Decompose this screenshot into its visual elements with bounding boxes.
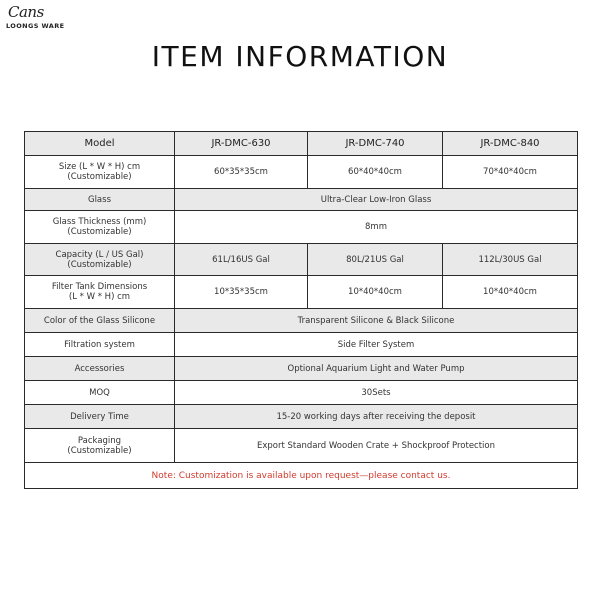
table-row-glass-thickness xyxy=(25,211,578,244)
table-row-accessories xyxy=(25,357,578,381)
row-label-accessories: Accessories xyxy=(25,357,175,381)
row-label-filtration: Filtration system xyxy=(25,333,175,357)
table-row-size xyxy=(25,156,578,189)
table-row-filtration xyxy=(25,333,578,357)
table-row-note xyxy=(25,463,578,489)
header-cell-model-630: JR-DMC-630 xyxy=(175,132,308,156)
cell-capacity-840: 112L/30US Gal xyxy=(443,244,578,276)
row-label-glass: Glass xyxy=(25,189,175,211)
brand-script-logo: Cans xyxy=(8,3,44,21)
row-label-filter-tank: Filter Tank Dimensions (L * W * H) cm xyxy=(25,276,175,309)
row-label-silicone-color: Color of the Glass Silicone xyxy=(25,309,175,333)
page-title: ITEM INFORMATION xyxy=(151,40,449,73)
cell-moq: 30Sets xyxy=(175,381,578,405)
cell-glass: Ultra-Clear Low-Iron Glass xyxy=(175,189,578,211)
header-cell-model-740: JR-DMC-740 xyxy=(308,132,443,156)
row-label-size: Size (L * W * H) cm (Customizable) xyxy=(25,156,175,189)
cell-accessories: Optional Aquarium Light and Water Pump xyxy=(175,357,578,381)
cell-silicone-color: Transparent Silicone & Black Silicone xyxy=(175,309,578,333)
cell-packaging: Export Standard Wooden Crate + Shockproof Protection xyxy=(175,429,578,463)
row-label-packaging: Packaging (Customizable) xyxy=(25,429,175,463)
header-cell-model-840: JR-DMC-840 xyxy=(443,132,578,156)
cell-capacity-740: 80L/21US Gal xyxy=(308,244,443,276)
table-row-capacity xyxy=(25,244,578,276)
customization-note: Note: Customization is available upon request—please contact us. xyxy=(25,463,578,489)
row-label-glass-thickness: Glass Thickness (mm) (Customizable) xyxy=(25,211,175,244)
cell-size-840: 70*40*40cm xyxy=(443,156,578,189)
cell-filter-tank-840: 10*40*40cm xyxy=(443,276,578,309)
header-row xyxy=(25,132,578,156)
table-row-glass xyxy=(25,189,578,211)
table-row-delivery-time xyxy=(25,405,578,429)
cell-filter-tank-630: 10*35*35cm xyxy=(175,276,308,309)
header-cell-model: Model xyxy=(25,132,175,156)
row-label-moq: MOQ xyxy=(25,381,175,405)
cell-capacity-630: 61L/16US Gal xyxy=(175,244,308,276)
row-label-delivery-time: Delivery Time xyxy=(25,405,175,429)
spec-table xyxy=(24,131,578,489)
brand-logo xyxy=(6,4,76,30)
table-row-packaging xyxy=(25,429,578,463)
brand-name: LOONGS WARE xyxy=(6,22,65,30)
table-row-silicone-color xyxy=(25,309,578,333)
cell-filter-tank-740: 10*40*40cm xyxy=(308,276,443,309)
cell-glass-thickness: 8mm xyxy=(175,211,578,244)
table-row-filter-tank xyxy=(25,276,578,309)
cell-filtration: Side Filter System xyxy=(175,333,578,357)
table-row-moq xyxy=(25,381,578,405)
cell-size-740: 60*40*40cm xyxy=(308,156,443,189)
cell-size-630: 60*35*35cm xyxy=(175,156,308,189)
cell-delivery-time: 15-20 working days after receiving the deposit xyxy=(175,405,578,429)
row-label-capacity: Capacity (L / US Gal) (Customizable) xyxy=(25,244,175,276)
